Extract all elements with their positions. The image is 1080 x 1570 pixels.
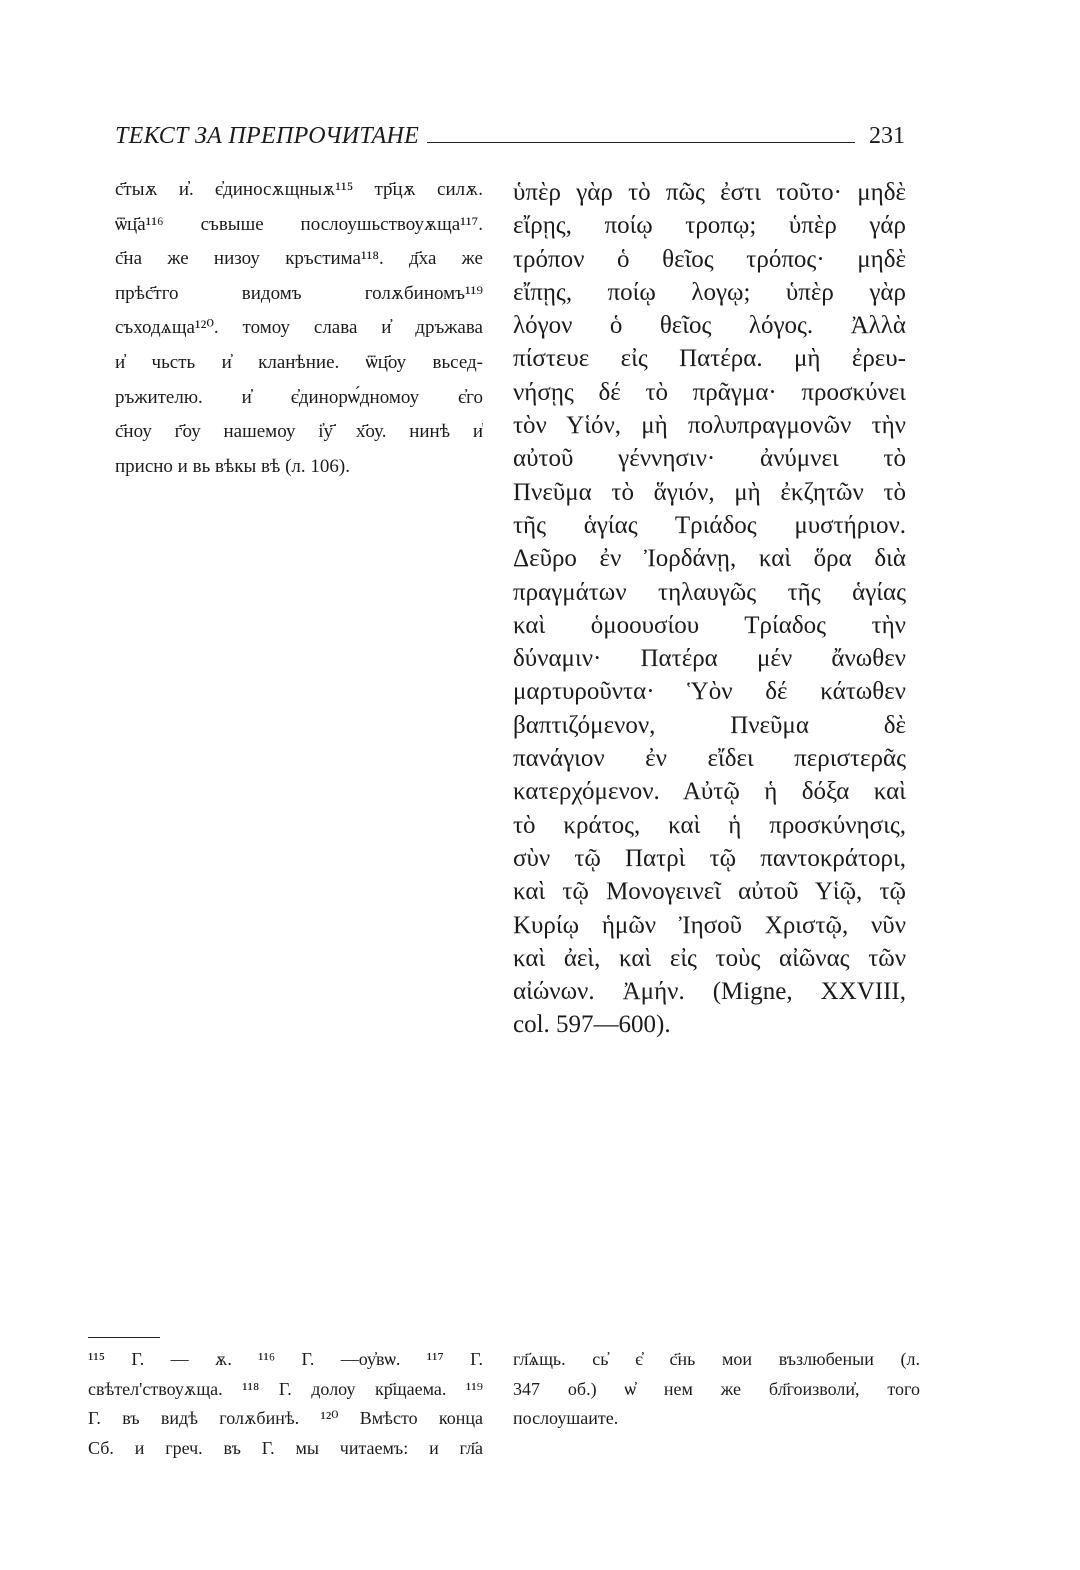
- greek-line: εἴπῃς, ποίῳ λογῳ; ὑπὲρ γὰρ: [513, 278, 906, 306]
- footnote-line: послоушаите.: [513, 1408, 619, 1428]
- footnote-line: Сб. и греч. въ Г. мы читаемъ: и гл҃а: [88, 1437, 483, 1458]
- greek-line: Πνεῦμα τὸ ἅγιόν, μὴ ἐκζητῶν τὸ: [513, 478, 906, 506]
- header-rule: [427, 142, 855, 143]
- greek-line: τῆς ἁγίας Τριάδος μυστήριον.: [513, 511, 906, 539]
- slavonic-line: ръжителю. и҆ є҆динорѡ́дномоу є҆го: [115, 386, 483, 408]
- slavonic-line: с҃тыѫ и҆. є҆диносѫщныѫ¹¹⁵ тр҃цѫ силѫ.: [115, 179, 483, 200]
- slavonic-line: с҃ноу г҃оу нашемоу і҆у҃ х҃оу. нинѣ и҆: [115, 421, 483, 443]
- greek-line: κατερχόμενον. Αὐτῷ ἡ δόξα καὶ: [513, 778, 906, 806]
- slavonic-line: ѿц҃а¹¹⁶ съвыше послоушьствоуѫща¹¹⁷.: [115, 213, 483, 235]
- greek-line: εἴρῃς, ποίῳ τροπῳ; ὑπὲρ γάρ: [513, 212, 906, 240]
- greek-line: τὸ κράτος, καὶ ἡ προσκύνησις,: [513, 811, 906, 839]
- slavonic-text-column: [115, 173, 483, 484]
- running-title: ТЕКСТ ЗА ПРЕПРОЧИТАНЕ: [115, 123, 420, 149]
- slavonic-line: съходѧща¹²⁰. томоу слава и҆ дръжава: [115, 317, 483, 339]
- greek-line: λόγον ὁ θεῖος λόγος. Ἀλλὰ: [513, 312, 906, 340]
- footnote-line: 347 об.) ѡ҆ нем же бл҃гоизволи҆, того: [513, 1378, 920, 1399]
- greek-line: πραγμάτων τηλαυγῶς τῆς ἁγίας: [513, 578, 906, 606]
- running-header: [115, 118, 905, 150]
- greek-line: πίστευε εἰς Πατέρα. μὴ ἐρευ-: [513, 345, 906, 373]
- footnote-line: ¹¹⁵ Г. — ѫ. ¹¹⁶ Г. —оу҆вѡ. ¹¹⁷ Г.: [88, 1349, 483, 1369]
- greek-line: τὸν Υἱόν, μὴ πολυπραγμονῶν τὴν: [513, 412, 906, 440]
- slavonic-line: с҃на же низоу кръстима¹¹⁸. д҃ха же: [115, 248, 483, 270]
- page-number: 231: [869, 123, 905, 149]
- greek-line: τρόπον ὁ θεῖος τρόπος· μηδὲ: [513, 245, 906, 273]
- greek-line: col. 597—600).: [513, 1011, 671, 1039]
- greek-line: καὶ ἀεὶ, καὶ εἰς τοὺς αἰῶνας τῶν: [513, 944, 906, 972]
- slavonic-line: и҆ чьсть и҆ кланѣние. ѿц҃оу вьсед-: [115, 351, 483, 373]
- greek-line: πανάγιον ἐν εἴδει περιστερᾶς: [513, 745, 906, 773]
- greek-line: σὺν τῷ Πατρὶ τῷ παντοκράτορι,: [513, 844, 906, 872]
- greek-line: βαπτιζόμενον, Πνεῦμα δὲ: [513, 711, 906, 739]
- greek-line: αἰώνων. Ἀμήν. (Migne, XXVIII,: [513, 978, 906, 1006]
- slavonic-line: присно и вь вѣкы вѣ (л. 106).: [115, 455, 350, 477]
- greek-line: Δεῦρο ἐν Ἰορδάνῃ, καὶ ὅρα διὰ: [513, 545, 906, 573]
- greek-line: μαρτυροῦντα· Ὑὸν δέ κάτωθεν: [513, 678, 906, 706]
- footnote-line: Г. въ видѣ голѫбинѣ. ¹²⁰ Вмѣсто конца: [88, 1408, 483, 1428]
- footnotes-left-column: [88, 1345, 483, 1463]
- slavonic-line: прѣс҃тго видомъ голѫбиномъ¹¹⁹: [115, 282, 483, 304]
- greek-line: αὐτοῦ γέννησιν· ἀνύμνει τὸ: [513, 445, 906, 473]
- footnote-rule: [88, 1337, 160, 1338]
- greek-line: καὶ ὁμοουσίου Τρίαδος τὴν: [513, 611, 906, 639]
- greek-line: νήσῃς δέ τὸ πρᾶγμα· προσκύνει: [513, 378, 906, 406]
- footnote-line: свѣтел'ствоуѫща. ¹¹⁸ Г. долоу кр҃щаема. ¹¹⁹: [88, 1378, 483, 1399]
- greek-line: Κυρίῳ ἡμῶν Ἰησοῦ Χριστῷ, νῦν: [513, 911, 906, 939]
- footnote-line: гл҃ѧщь. сь҆ є҆ с҃нь мои възлюбеныи (л.: [513, 1349, 920, 1369]
- greek-text-column: [513, 176, 906, 1042]
- greek-line: καὶ τῷ Μονογεινεῖ αὐτοῦ Υἱῷ, τῷ: [513, 878, 906, 906]
- greek-line: ὑπὲρ γὰρ τὸ πῶς ἐστι τοῦτο· μηδὲ: [513, 179, 906, 206]
- footnotes-right-column: [513, 1345, 920, 1434]
- greek-line: δύναμιν· Πατέρα μέν ἄνωθεν: [513, 645, 906, 673]
